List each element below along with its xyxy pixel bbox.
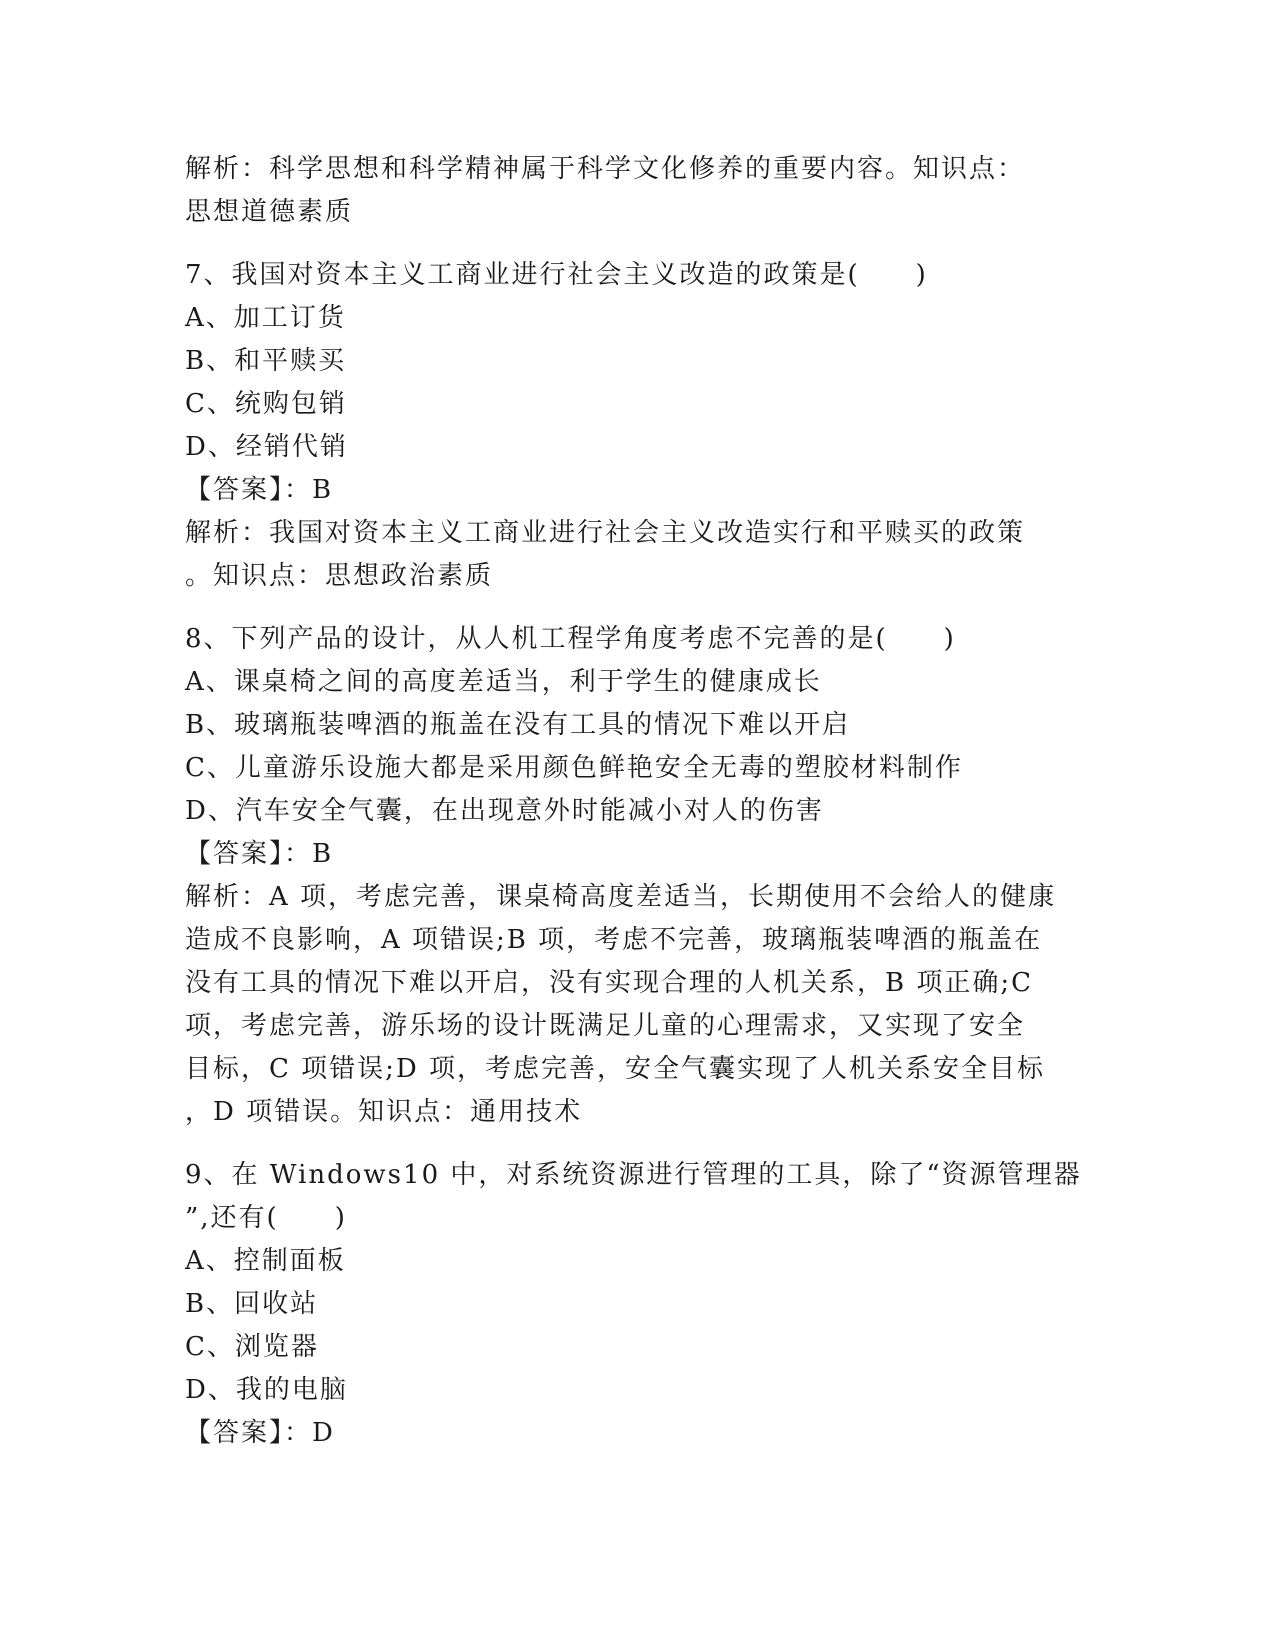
explanation-line: 思想道德素质 [185,197,354,227]
spacer [185,234,1085,254]
option-c: C、统购包销 [185,389,347,419]
answer-line: 【答案】：D [185,1418,335,1448]
explanation-line: ，D 项错误。知识点：通用技术 [185,1097,583,1127]
explanation-line: 解析：我国对资本主义工商业进行社会主义改造实行和平赎买的政策 [185,518,1026,548]
option-a: A、控制面板 [185,1246,346,1276]
explanation-line: 项，考虑完善，游乐场的设计既满足儿童的心理需求，又实现了安全 [185,1011,1026,1041]
explanation-line: 目标，C 项错误;D 项，考虑完善，安全气囊实现了人机关系安全目标 [185,1054,1046,1084]
option-c: C、儿童游乐设施大都是采用颜色鲜艳安全无毒的塑胶材料制作 [185,753,963,783]
question-block-9 [185,1154,1085,1455]
option-b: B、回收站 [185,1289,319,1319]
explanation-line: 没有工具的情况下难以开启，没有实现合理的人机关系，B 项正确;C [185,968,1034,998]
question-block-8 [185,618,1085,1134]
explanation-line: 。知识点：思想政治素质 [185,561,494,591]
option-d: D、经销代销 [185,432,348,462]
question-stem: 7、我国对资本主义工商业进行社会主义改造的政策是( ) [185,260,928,290]
explanation-line: 解析：A 项，考虑完善，课桌椅高度差适当，长期使用不会给人的健康 [185,882,1057,912]
option-a: A、加工订货 [185,303,346,333]
option-d: D、汽车安全气囊，在出现意外时能减小对人的伤害 [185,796,824,826]
answer-line: 【答案】：B [185,839,334,869]
question-stem: 9、在 Windows10 中，对系统资源进行管理的工具，除了“资源管理器 [185,1160,1082,1190]
option-b: B、玻璃瓶装啤酒的瓶盖在没有工具的情况下难以开启 [185,710,851,740]
option-d: D、我的电脑 [185,1375,348,1405]
document-page [185,148,1085,1455]
answer-line: 【答案】：B [185,475,334,505]
option-b: B、和平赎买 [185,346,347,376]
spacer [185,598,1085,618]
question-stem: ”,还有( ) [185,1203,347,1233]
explanation-block-6 [185,148,1085,234]
option-c: C、浏览器 [185,1332,319,1362]
explanation-line: 造成不良影响，A 项错误;B 项，考虑不完善，玻璃瓶装啤酒的瓶盖在 [185,925,1043,955]
spacer [185,1134,1085,1154]
question-stem: 8、下列产品的设计，从人机工程学角度考虑不完善的是( ) [185,624,956,654]
question-block-7 [185,254,1085,598]
explanation-line: 解析：科学思想和科学精神属于科学文化修养的重要内容。知识点： [185,154,1026,184]
option-a: A、课桌椅之间的高度差适当，利于学生的健康成长 [185,667,822,697]
